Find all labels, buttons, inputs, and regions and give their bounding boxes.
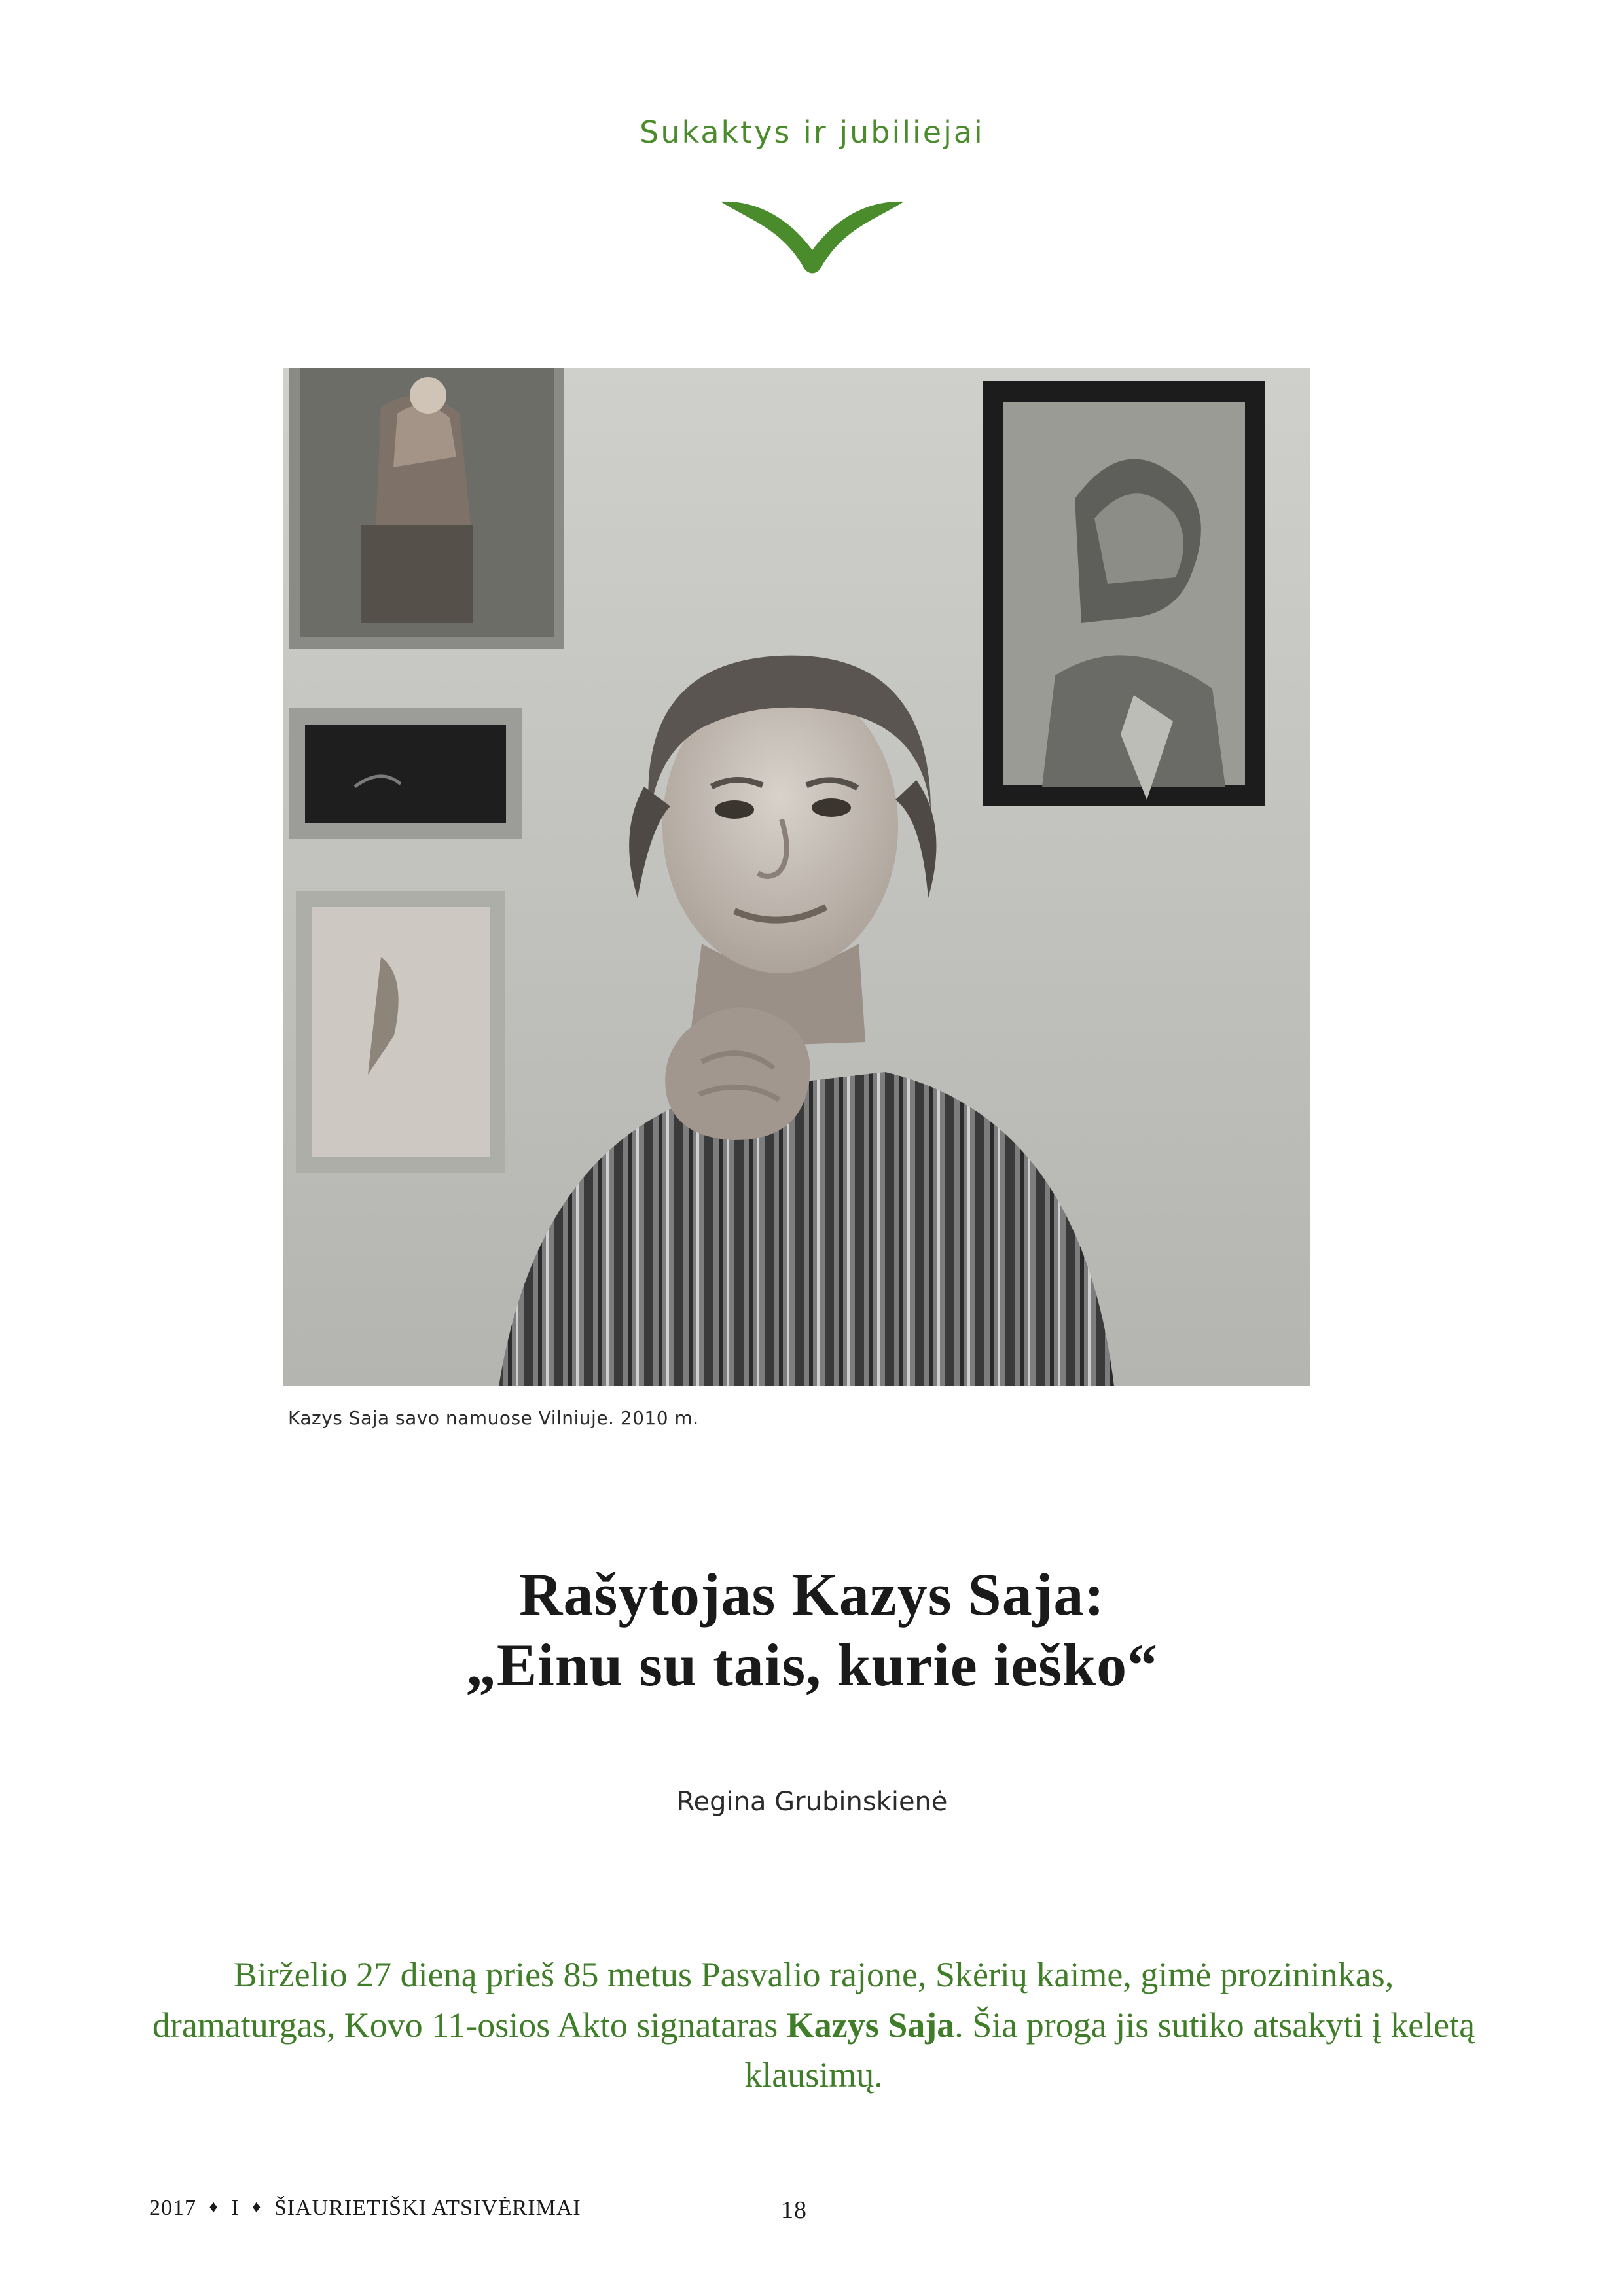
- photo-caption: Kazys Saja savo namuose Vilniuje. 2010 m.: [288, 1407, 699, 1429]
- bird-ornament: [0, 196, 1624, 288]
- article-lead: [149, 1950, 1478, 2100]
- footer-left: [149, 2196, 581, 2221]
- footer-issue: I: [231, 2196, 240, 2220]
- title-line-2: „Einu su tais, kurie ieško“: [465, 1632, 1159, 1699]
- title-line-1: Rašytojas Kazys Saja:: [519, 1560, 1105, 1628]
- footer-separator-2: ♦: [252, 2197, 262, 2216]
- footer-publication: ŠIAURIETIŠKI ATSIVĖRIMAI: [274, 2196, 581, 2220]
- lead-text-part-1: Birželio 27 dieną prieš 85 metus Pasvalio rajone, Skėrių kaime, gimė prozininkas, dramaturgas, Kovo 11-osios Akto signataras: [152, 1955, 1394, 2045]
- article-photo: [283, 368, 1310, 1386]
- section-label: Sukaktys ir jubiliejai: [640, 115, 984, 150]
- page-title: [0, 1559, 1624, 1701]
- footer-separator-1: ♦: [209, 2197, 219, 2216]
- footer-page-number: 18: [781, 2197, 807, 2224]
- lead-text-part-2: . Šia proga jis sutiko atsakyti į keletą klausimų.: [744, 2005, 1475, 2095]
- article-author: Regina Grubinskienė: [676, 1787, 948, 1817]
- photo-image: [283, 368, 1310, 1386]
- footer-year: 2017: [149, 2196, 196, 2220]
- lead-subject-name: Kazys Saja: [786, 2005, 955, 2045]
